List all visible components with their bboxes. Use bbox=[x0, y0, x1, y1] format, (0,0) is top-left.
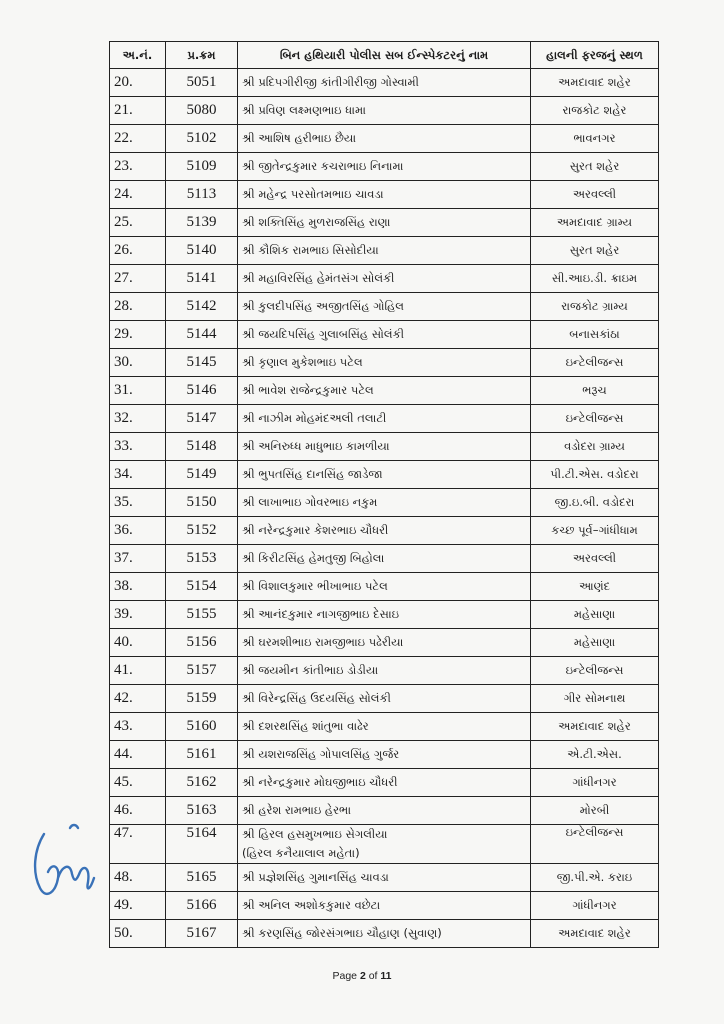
serial-number-cell: 25. bbox=[110, 209, 166, 237]
table-header-row bbox=[110, 42, 659, 69]
officer-name: શ્રી કરણસિંહ જોરસંગભાઇ ચૌહાણ (સુવાણ) bbox=[242, 926, 442, 940]
priority-number-cell: 5102 bbox=[166, 125, 238, 153]
officer-name: શ્રી જીતેન્દ્રકુમાર કચરાભાઇ નિનામા bbox=[242, 159, 404, 173]
serial-number-cell: 31. bbox=[110, 377, 166, 405]
priority-number-cell: 5155 bbox=[166, 601, 238, 629]
officer-name: શ્રી હિરલ હસમુખભાઇ સેગલીયા bbox=[242, 827, 388, 841]
priority-number-cell: 5164 bbox=[166, 825, 238, 864]
table-row bbox=[110, 629, 659, 657]
current-posting-cell: મોરબી bbox=[531, 797, 659, 825]
current-posting-cell: રાજકોટ ગ્રામ્ય bbox=[531, 293, 659, 321]
table-row bbox=[110, 825, 659, 864]
serial-number-cell: 34. bbox=[110, 461, 166, 489]
officer-name-cell bbox=[238, 97, 531, 125]
serial-number-cell: 40. bbox=[110, 629, 166, 657]
table-row bbox=[110, 321, 659, 349]
officer-name: શ્રી વિરેન્દ્રસિંહ ઉદયસિંહ સોલંકી bbox=[242, 691, 391, 705]
table-row bbox=[110, 713, 659, 741]
officer-name-cell bbox=[238, 125, 531, 153]
officer-name-cell bbox=[238, 864, 531, 892]
serial-number-cell: 33. bbox=[110, 433, 166, 461]
priority-number-cell: 5161 bbox=[166, 741, 238, 769]
serial-number-cell: 47. bbox=[110, 825, 166, 864]
table-row bbox=[110, 517, 659, 545]
serial-number-cell: 21. bbox=[110, 97, 166, 125]
officer-name-cell bbox=[238, 920, 531, 948]
current-posting-cell: જી.ઇ.બી. વડોદરા bbox=[531, 489, 659, 517]
priority-number-cell: 5156 bbox=[166, 629, 238, 657]
serial-number-cell: 30. bbox=[110, 349, 166, 377]
officer-name: શ્રી શક્તિસિંહ મુળરાજસિંહ રાણા bbox=[242, 215, 391, 229]
priority-number-cell: 5149 bbox=[166, 461, 238, 489]
priority-number-cell: 5144 bbox=[166, 321, 238, 349]
priority-number-cell: 5146 bbox=[166, 377, 238, 405]
serial-number-cell: 37. bbox=[110, 545, 166, 573]
officer-name-cell bbox=[238, 153, 531, 181]
officer-name-cell bbox=[238, 461, 531, 489]
table-row bbox=[110, 153, 659, 181]
current-posting-cell: અમદાવાદ શહેર bbox=[531, 920, 659, 948]
officer-name-cell bbox=[238, 769, 531, 797]
current-posting-cell: મહેસાણા bbox=[531, 601, 659, 629]
officer-name: શ્રી અનિલ અશોકકુમાર વછેટા bbox=[242, 898, 381, 912]
priority-number-cell: 5145 bbox=[166, 349, 238, 377]
serial-number-cell: 46. bbox=[110, 797, 166, 825]
officer-name-cell bbox=[238, 601, 531, 629]
serial-number-cell: 22. bbox=[110, 125, 166, 153]
serial-number-cell: 48. bbox=[110, 864, 166, 892]
priority-number-cell: 5113 bbox=[166, 181, 238, 209]
table-row bbox=[110, 433, 659, 461]
officer-name: શ્રી જયમીન કાંતીભાઇ ડોડીયા bbox=[242, 663, 379, 677]
header-serial-number: અ.નં. bbox=[110, 42, 166, 69]
officer-name-cell bbox=[238, 892, 531, 920]
table-body bbox=[110, 69, 659, 948]
current-posting-cell: ભાવનગર bbox=[531, 125, 659, 153]
serial-number-cell: 42. bbox=[110, 685, 166, 713]
officer-name-cell bbox=[238, 517, 531, 545]
officer-name-cell bbox=[238, 321, 531, 349]
priority-number-cell: 5140 bbox=[166, 237, 238, 265]
priority-number-cell: 5109 bbox=[166, 153, 238, 181]
officer-name-cell bbox=[238, 685, 531, 713]
current-posting-cell: અમદાવાદ શહેર bbox=[531, 69, 659, 97]
table-row bbox=[110, 489, 659, 517]
officer-name: શ્રી લાખાભાઇ ગોવરભાઇ નકુમ bbox=[242, 495, 378, 509]
officer-name: શ્રી નરેન્દ્રકુમાર મોઘજીભાઇ ચૌધરી bbox=[242, 775, 398, 789]
officer-name: શ્રી મહેન્દ્ર પરસોતમભાઇ ચાવડા bbox=[242, 187, 384, 201]
serial-number-cell: 43. bbox=[110, 713, 166, 741]
serial-number-cell: 28. bbox=[110, 293, 166, 321]
serial-number-cell: 32. bbox=[110, 405, 166, 433]
page-footer bbox=[0, 970, 724, 982]
priority-number-cell: 5080 bbox=[166, 97, 238, 125]
current-posting-cell: ગીર સોમનાથ bbox=[531, 685, 659, 713]
officer-name: શ્રી યશરાજસિંહ ગોપાલસિંહ ગુર્જર bbox=[242, 747, 400, 761]
current-posting-cell: સી.આઇ.ડી. ક્રાઇમ bbox=[531, 265, 659, 293]
table-row bbox=[110, 125, 659, 153]
serial-number-cell: 45. bbox=[110, 769, 166, 797]
table-row bbox=[110, 657, 659, 685]
priority-number-cell: 5162 bbox=[166, 769, 238, 797]
officer-name: શ્રી નાઝીમ મોહમંદઅલી તલાટી bbox=[242, 411, 387, 425]
serial-number-cell: 23. bbox=[110, 153, 166, 181]
current-posting-cell: એ.ટી.એસ. bbox=[531, 741, 659, 769]
table-row bbox=[110, 97, 659, 125]
officer-name-cell bbox=[238, 433, 531, 461]
current-posting-cell: મહેસાણા bbox=[531, 629, 659, 657]
table-row bbox=[110, 573, 659, 601]
current-posting-cell: અમદાવાદ ગ્રામ્ય bbox=[531, 209, 659, 237]
table-row bbox=[110, 69, 659, 97]
serial-number-cell: 27. bbox=[110, 265, 166, 293]
officer-name: શ્રી આશિષ હરીભાઇ છૈયા bbox=[242, 131, 357, 145]
officer-name: શ્રી ઘરમશીભાઇ રામજીભાઇ પઢેરીયા bbox=[242, 635, 404, 649]
table-row bbox=[110, 797, 659, 825]
serial-number-cell: 20. bbox=[110, 69, 166, 97]
table-row bbox=[110, 685, 659, 713]
table-row bbox=[110, 237, 659, 265]
officer-name: શ્રી અનિરુધ્ધ માધુભાઇ કામળીયા bbox=[242, 439, 390, 453]
serial-number-cell: 29. bbox=[110, 321, 166, 349]
table-row bbox=[110, 293, 659, 321]
priority-number-cell: 5165 bbox=[166, 864, 238, 892]
officer-name-cell bbox=[238, 405, 531, 433]
table-row bbox=[110, 181, 659, 209]
priority-number-cell: 5152 bbox=[166, 517, 238, 545]
officer-name: શ્રી કુલદીપસિંહ અજીતસિંહ ગોહિલ bbox=[242, 299, 404, 313]
current-posting-cell: વડોદરા ગ્રામ્ય bbox=[531, 433, 659, 461]
officer-name: શ્રી પ્રવિણ લક્ષ્મણભાઇ ધામા bbox=[242, 103, 366, 117]
current-posting-cell: કચ્છ પૂર્વ–ગાંધીધામ bbox=[531, 517, 659, 545]
priority-number-cell: 5142 bbox=[166, 293, 238, 321]
priority-number-cell: 5166 bbox=[166, 892, 238, 920]
table-row bbox=[110, 769, 659, 797]
header-priority-number: પ્ર.ક્રમ bbox=[166, 42, 238, 69]
officer-name-cell bbox=[238, 545, 531, 573]
table-row bbox=[110, 265, 659, 293]
officer-name: શ્રી વિશાલકુમાર ભીખાભાઇ પટેલ bbox=[242, 579, 388, 593]
priority-number-cell: 5051 bbox=[166, 69, 238, 97]
table-row bbox=[110, 601, 659, 629]
serial-number-cell: 38. bbox=[110, 573, 166, 601]
officer-name-cell bbox=[238, 265, 531, 293]
table-row bbox=[110, 892, 659, 920]
table-row bbox=[110, 461, 659, 489]
officer-name-cell bbox=[238, 209, 531, 237]
priority-number-cell: 5150 bbox=[166, 489, 238, 517]
current-posting-cell: ઇન્ટેલીજન્સ bbox=[531, 825, 659, 864]
officer-name-cell bbox=[238, 237, 531, 265]
priority-number-cell: 5147 bbox=[166, 405, 238, 433]
current-posting-cell: જી.પી.એ. કરાઇ bbox=[531, 864, 659, 892]
current-posting-cell: ગાંધીનગર bbox=[531, 892, 659, 920]
header-officer-name: બિન હથિયારી પોલીસ સબ ઈન્સ્પેકટરનું નામ bbox=[238, 42, 531, 69]
serial-number-cell: 50. bbox=[110, 920, 166, 948]
officer-name: શ્રી દશરથસિંહ શાંતુભા વાઢેર bbox=[242, 719, 369, 733]
current-posting-cell: સુરત શહેર bbox=[531, 237, 659, 265]
officer-name: શ્રી કૃણાલ મુકેશભાઇ પટેલ bbox=[242, 355, 363, 369]
officer-name-cell bbox=[238, 181, 531, 209]
officer-name: શ્રી પ્રજ્ઞેશસિંહ ગુમાનસિંહ ચાવડા bbox=[242, 870, 389, 884]
officer-name-cell bbox=[238, 657, 531, 685]
officer-name: શ્રી ભાવેશ રાજેન્દ્રકુમાર પટેલ bbox=[242, 383, 374, 397]
officer-name-cell bbox=[238, 489, 531, 517]
priority-number-cell: 5148 bbox=[166, 433, 238, 461]
officer-name-cell bbox=[238, 377, 531, 405]
page-number: 2 bbox=[359, 970, 366, 982]
officer-alt-name: (હિરલ કનૈયાલાલ મહેતા) bbox=[242, 846, 360, 860]
officer-name: શ્રી કિરીટસિંહ હેમતુજી બિહોલા bbox=[242, 551, 385, 565]
priority-number-cell: 5167 bbox=[166, 920, 238, 948]
page-word: Page bbox=[332, 970, 358, 982]
priority-number-cell: 5141 bbox=[166, 265, 238, 293]
table-row bbox=[110, 209, 659, 237]
officer-list-table bbox=[109, 41, 659, 948]
officer-name-cell bbox=[238, 293, 531, 321]
priority-number-cell: 5153 bbox=[166, 545, 238, 573]
officer-name: શ્રી નરેન્દ્રકુમાર કેશરભાઇ ચૌધરી bbox=[242, 523, 389, 537]
officer-name-cell bbox=[238, 349, 531, 377]
serial-number-cell: 26. bbox=[110, 237, 166, 265]
officer-name-cell bbox=[238, 713, 531, 741]
current-posting-cell: ગાંધીનગર bbox=[531, 769, 659, 797]
of-word: of bbox=[368, 970, 378, 982]
officer-name-cell bbox=[238, 629, 531, 657]
current-posting-cell: સુરત શહેર bbox=[531, 153, 659, 181]
serial-number-cell: 36. bbox=[110, 517, 166, 545]
priority-number-cell: 5160 bbox=[166, 713, 238, 741]
priority-number-cell: 5159 bbox=[166, 685, 238, 713]
officer-name-cell bbox=[238, 69, 531, 97]
priority-number-cell: 5154 bbox=[166, 573, 238, 601]
priority-number-cell: 5163 bbox=[166, 797, 238, 825]
table-row bbox=[110, 741, 659, 769]
current-posting-cell: ઇન્ટેલીજન્સ bbox=[531, 349, 659, 377]
serial-number-cell: 44. bbox=[110, 741, 166, 769]
current-posting-cell: પી.ટી.એસ. વડોદરા bbox=[531, 461, 659, 489]
current-posting-cell: અમદાવાદ શહેર bbox=[531, 713, 659, 741]
officer-name-cell bbox=[238, 573, 531, 601]
handwritten-signature bbox=[30, 822, 100, 917]
priority-number-cell: 5157 bbox=[166, 657, 238, 685]
serial-number-cell: 24. bbox=[110, 181, 166, 209]
serial-number-cell: 41. bbox=[110, 657, 166, 685]
current-posting-cell: બનાસકાંઠા bbox=[531, 321, 659, 349]
serial-number-cell: 35. bbox=[110, 489, 166, 517]
table-row bbox=[110, 349, 659, 377]
table-row bbox=[110, 864, 659, 892]
officer-name-cell bbox=[238, 797, 531, 825]
table-row bbox=[110, 920, 659, 948]
officer-name-cell bbox=[238, 825, 531, 864]
current-posting-cell: રાજકોટ શહેર bbox=[531, 97, 659, 125]
current-posting-cell: ઇન્ટેલીજન્સ bbox=[531, 657, 659, 685]
current-posting-cell: આણંદ bbox=[531, 573, 659, 601]
current-posting-cell: ભરૂચ bbox=[531, 377, 659, 405]
priority-number-cell: 5139 bbox=[166, 209, 238, 237]
serial-number-cell: 49. bbox=[110, 892, 166, 920]
page-total: 11 bbox=[380, 970, 392, 982]
current-posting-cell: અરવલ્લી bbox=[531, 545, 659, 573]
table-row bbox=[110, 377, 659, 405]
serial-number-cell: 39. bbox=[110, 601, 166, 629]
officer-name: શ્રી પ્રદિપગીરીજી કાંતીગીરીજી ગોસ્વામી bbox=[242, 75, 419, 89]
table-row bbox=[110, 545, 659, 573]
current-posting-cell: અરવલ્લી bbox=[531, 181, 659, 209]
officer-name: શ્રી ભુપતસિંહ દાનસિંહ જાડેજા bbox=[242, 467, 383, 481]
current-posting-cell: ઇન્ટેલીજન્સ bbox=[531, 405, 659, 433]
officer-name: શ્રી હરેશ રામભાઇ હેરભા bbox=[242, 803, 352, 817]
officer-name: શ્રી મહાવિરસિંહ હેમંતસંગ સોલંકી bbox=[242, 271, 395, 285]
officer-name: શ્રી કૌશિક રામભાઇ સિસોદીયા bbox=[242, 243, 379, 257]
officer-name: શ્રી જયદિપસિંહ ગુલાબસિંહ સોલંકી bbox=[242, 327, 405, 341]
officer-name-cell bbox=[238, 741, 531, 769]
officer-name: શ્રી આનંદકુમાર નાગજીભાઇ દેસાઇ bbox=[242, 607, 400, 621]
header-current-posting: હાલની ફરજનું સ્થળ bbox=[531, 42, 659, 69]
table-row bbox=[110, 405, 659, 433]
